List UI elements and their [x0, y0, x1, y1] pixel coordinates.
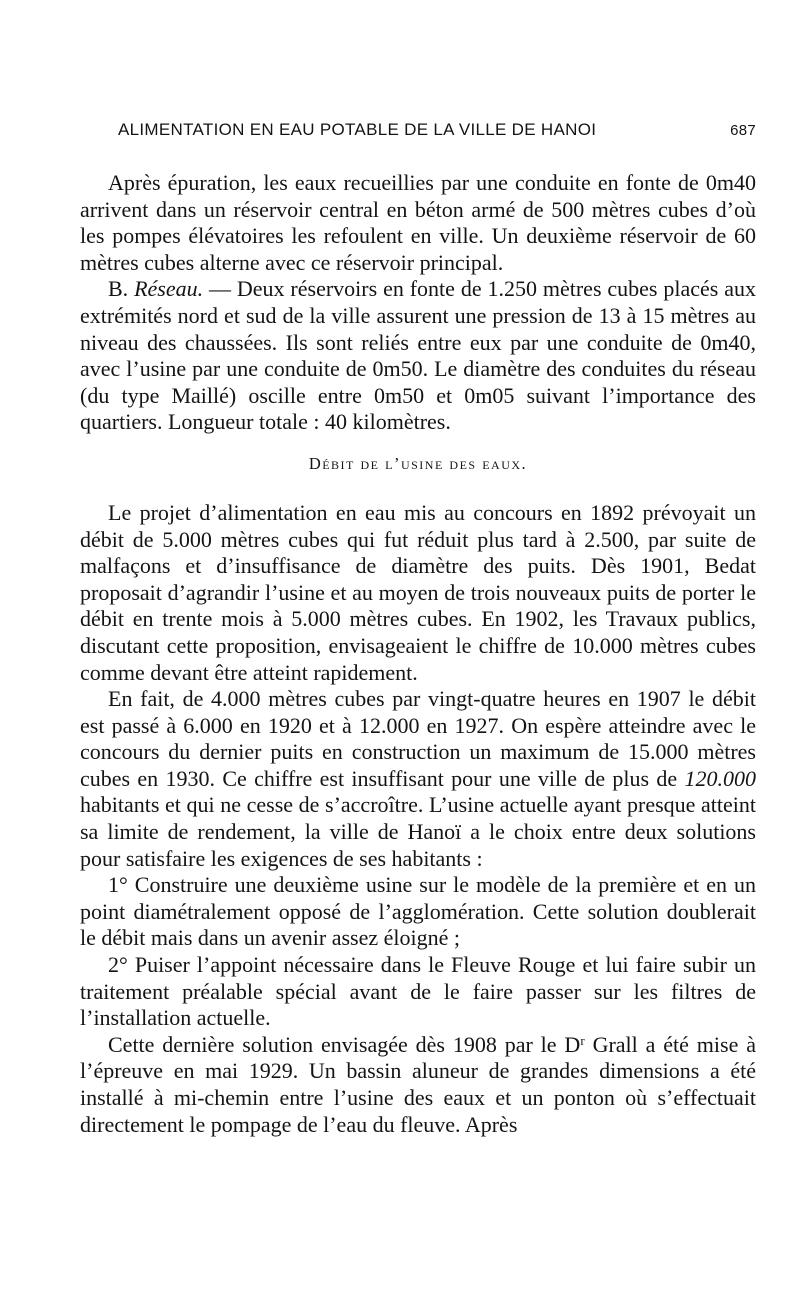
reseau-letter: B. — [108, 276, 129, 302]
paragraph-solution-2 — [80, 952, 756, 1032]
header-title: ALIMENTATION EN EAU POTABLE DE LA VILLE DE HANOI — [118, 120, 597, 139]
paragraph-derniere-solution-text-b: Grall a été mise à l’épreuve en mai 1929. Un bassin aluneur de grandes dimensions a été installé à mi-chemin entre l’usine des eaux et un ponton où s’effectuait directement le pompage de l’eau du fleuve. Après — [80, 1031, 756, 1137]
paragraph-en-fait — [80, 686, 756, 872]
paragraph-reseau — [80, 276, 756, 436]
population-figure: 120.000 — [684, 765, 756, 791]
paragraph-solution-2-text: 2° Puiser l’appoint nécessaire dans le Fleuve Rouge et lui faire subir un traitement préalable spécial avant de le faire passer sur les filtres de l’installation actuelle. — [80, 952, 756, 1031]
paragraph-epuration — [80, 170, 756, 276]
body-text — [80, 170, 756, 1138]
paragraph-solution-1 — [80, 872, 756, 952]
section-heading: Débit de l’usine des eaux. — [308, 453, 528, 473]
paragraph-projet — [80, 500, 756, 686]
paragraph-derniere-solution-text-a: Cette dernière solution envisagée dès 1908 par le D — [108, 1031, 581, 1057]
doctor-superscript: r — [580, 1032, 585, 1048]
paragraph-en-fait-text-b: habitants et qui ne cesse de s’accroître. L’usine actuelle ayant presque atteint sa limite de rendement, la ville de Hanoï a le choix entre deux solutions pour satisfaire les exigences de ses habitants : — [80, 792, 756, 871]
reseau-label: Réseau. — [134, 276, 204, 302]
page-number: 687 — [730, 122, 756, 139]
paragraph-reseau-text: — Deux réservoirs en fonte de 1.250 mètres cubes placés aux extrémités nord et sud de la ville assurent une pression de 13 à 15 mètres au niveau des chaussées. Ils sont reliés entre eux par une conduite de 0m40, avec l’usine par une conduite de 0m50. Le diamètre des conduites du réseau (du type Maillé) oscille entre 0m50 et 0m05 suivant l’importance des quartiers. Longueur totale : 40 kilomètres. — [80, 276, 756, 435]
paragraph-epuration-text: Après épuration, les eaux recueillies par une conduite en fonte de 0m40 arrivent dans un réservoir central en béton armé de 500 mètres cubes d’où les pompes élévatoires les refoulent en ville. Un deuxième réservoir de 60 mètres cubes alterne avec ce réservoir principal. — [80, 170, 756, 275]
book-page — [80, 120, 756, 1138]
paragraph-en-fait-text-a: En fait, de 4.000 mètres cubes par vingt-quatre heures en 1907 le débit est passé à 6.000 en 1920 et à 12.000 en 1927. On espère atteindre avec le concours du dernier puits en construction un maximum de 15.000 mètres cubes en 1930. Ce chiffre est insuffisant pour une ville de plus de — [80, 686, 756, 791]
paragraph-solution-1-text: 1° Construire une deuxième usine sur le modèle de la première et en un point diamétralement opposé de l’agglomération. Cette solution doublerait le débit mais dans un avenir assez éloigné ; — [80, 872, 756, 951]
running-header — [80, 120, 756, 140]
paragraph-derniere-solution — [80, 1032, 756, 1138]
paragraph-projet-text: Le projet d’alimentation en eau mis au concours en 1892 prévoyait un débit de 5.000 mètres cubes qui fut réduit plus tard à 2.500, par suite de malfaçons et d’insuffisance de diamètre des puits. Dès 1901, Bedat proposait d’agrandir l’usine et au moyen de trois nouveaux puits de porter le débit en trente mois à 5.000 mètres cubes. En 1902, les Travaux publics, discutant cette proposition, envisageaient le chiffre de 10.000 mètres cubes comme devant être atteint rapidement. — [80, 499, 756, 685]
